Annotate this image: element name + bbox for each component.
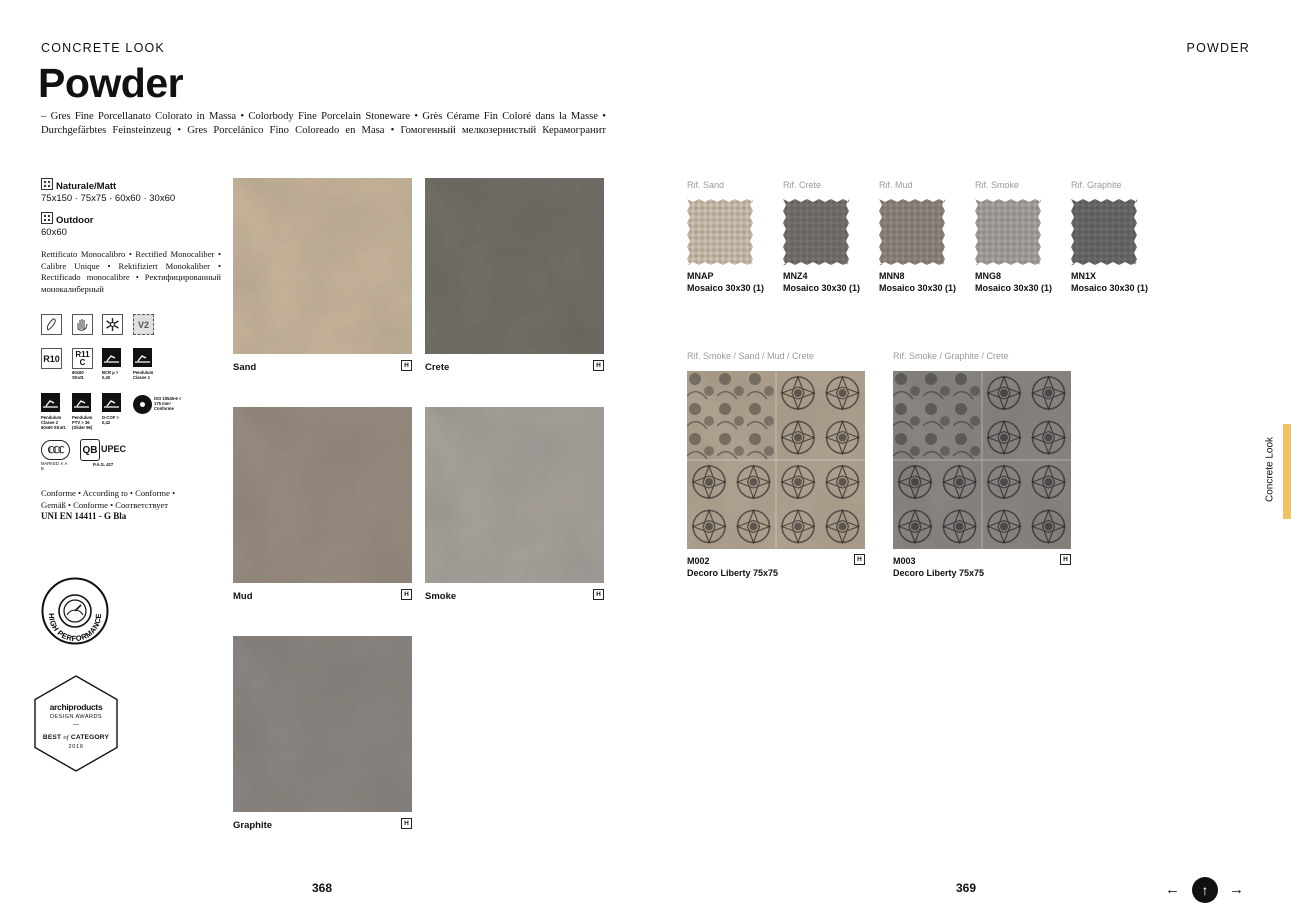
page-number-left: 368 xyxy=(312,881,333,895)
mosaic-swatch[interactable] xyxy=(879,199,945,265)
archiproducts-award-badge xyxy=(34,675,118,772)
decor-label xyxy=(893,556,984,579)
section-label-right: POWDER xyxy=(1186,41,1250,55)
dcof-caption: D-COF > 0,42 xyxy=(102,415,119,425)
decor-ref: Rif. Smoke / Graphite / Crete xyxy=(893,351,1009,361)
finish-outdoor xyxy=(41,212,93,239)
mosaic-label xyxy=(687,271,764,294)
archi-dash: — xyxy=(73,722,79,728)
upec-caption: P.A.G. 427 xyxy=(93,462,114,467)
mosaic-ref: Rif. Graphite xyxy=(1071,180,1122,190)
hand-icon xyxy=(72,314,93,335)
finish-name: Naturale/Matt xyxy=(56,181,117,192)
mosaic-ref: Rif. Sand xyxy=(687,180,725,190)
archi-brand: archiproducts xyxy=(49,702,103,712)
archi-line1: DESIGN AWARDS xyxy=(49,714,103,720)
r10-badge: R10 xyxy=(41,348,62,369)
tile-swatch[interactable] xyxy=(425,407,604,583)
archi-category: CATEGORY xyxy=(70,734,110,741)
mosaic-code: MNZ4 xyxy=(783,271,808,281)
finish-name: Outdoor xyxy=(56,215,94,226)
tile-name: Smoke xyxy=(425,591,457,602)
page-title: Powder xyxy=(38,60,184,106)
mosaic-swatch[interactable] xyxy=(783,199,849,265)
foot-icon xyxy=(41,314,62,335)
decor-code: M003 xyxy=(893,556,916,566)
qb-logo-icon: QB xyxy=(80,439,100,461)
decor-h-badge: H xyxy=(1060,554,1071,565)
archi-of: of xyxy=(63,734,69,741)
tile-name: Sand xyxy=(233,362,257,373)
tile-h-badge: H xyxy=(593,589,604,600)
finish-icon xyxy=(41,212,53,224)
marazzi-text xyxy=(41,577,56,579)
high-performance-text: HIGH PERFORMANCE xyxy=(46,612,104,644)
mosaic-ref: Rif. Smoke xyxy=(975,180,1020,190)
mosaic-swatch[interactable] xyxy=(687,199,753,265)
ce-logo-icon: ℂℂℂ xyxy=(41,440,70,460)
r11c-badge: R11 C xyxy=(72,348,93,369)
pendulum-caption: Pendulum Classe 1 xyxy=(133,370,154,380)
mosaic-code: MN1X xyxy=(1071,271,1097,281)
dcof-icon xyxy=(102,393,121,412)
v2-icon: V2 xyxy=(133,314,154,335)
decor-desc: Decoro Liberty 75x75 xyxy=(687,567,779,578)
side-tab-marker xyxy=(1283,424,1291,519)
tile-swatch[interactable] xyxy=(233,178,412,354)
decor-code: M002 xyxy=(687,556,710,566)
decor-label xyxy=(687,556,778,579)
mosaic-label xyxy=(975,271,1052,294)
rectified-text: Rettificato Monocalibro • Rectified Monocaliber • Calibre Unique • Rektifiziert Monokaliber • Rectificado monocalibre • Ректифицированный монокалиберный xyxy=(41,249,221,294)
mosaic-label xyxy=(783,271,860,294)
prev-page-arrow-icon[interactable]: ← xyxy=(1165,881,1180,898)
pendulum-icon xyxy=(41,393,60,412)
finish-icon xyxy=(41,178,53,190)
tile-h-badge: H xyxy=(401,818,412,829)
tile-name: Mud xyxy=(233,591,253,602)
ptv-icon xyxy=(72,393,91,412)
conformity-text: Conforme • According to • Conforme • Gemäß • Conforme • Соответствует xyxy=(41,488,176,510)
tile-swatch[interactable] xyxy=(233,407,412,583)
next-page-arrow-icon[interactable]: → xyxy=(1229,881,1244,898)
mosaic-code: MNG8 xyxy=(975,271,1002,281)
side-tab-label: Concrete Look xyxy=(1264,436,1276,503)
tile-h-badge: H xyxy=(593,360,604,371)
bcr-caption: BCR µ > 0,40 xyxy=(102,370,119,380)
decor-desc: Decoro Liberty 75x75 xyxy=(893,567,985,578)
mosaic-desc: Mosaico 30x30 (1) xyxy=(687,282,765,293)
mosaic-ref: Rif. Crete xyxy=(783,180,822,190)
page-number-right: 369 xyxy=(956,881,977,895)
standard-label: UNI EN 14411 - G Bla xyxy=(41,511,127,521)
upec-label: UPEC xyxy=(101,444,127,454)
pendulum-icon xyxy=(133,348,152,367)
tile-name: Crete xyxy=(425,362,450,373)
section-label: CONCRETE LOOK xyxy=(41,41,165,55)
tile-h-badge: H xyxy=(401,589,412,600)
slip-test-icon xyxy=(102,348,121,367)
iso-caption: ISO 10545-6 < 175 mm³ Conforme xyxy=(154,396,182,411)
tile-swatch[interactable] xyxy=(425,178,604,354)
scroll-top-button[interactable]: ↑ xyxy=(1192,877,1218,903)
mosaic-label xyxy=(1071,271,1148,294)
high-performance-badge xyxy=(41,577,109,645)
decor-h-badge: H xyxy=(854,554,865,565)
decor-swatch[interactable] xyxy=(893,371,1071,549)
mosaic-label xyxy=(879,271,956,294)
mosaic-ref: Rif. Mud xyxy=(879,180,913,190)
mosaic-desc: Mosaico 30x30 (1) xyxy=(975,282,1053,293)
mosaic-desc: Mosaico 30x30 (1) xyxy=(879,282,957,293)
iso-icon xyxy=(133,395,152,414)
ce-caption: MARKED ✕ A B xyxy=(41,461,68,471)
archi-best-of-category xyxy=(34,734,118,741)
material-description: – Gres Fine Porcellanato Colorato in Massa • Colorbody Fine Porcelain Stoneware • Grès Cérame Fin Coloré dans la Masse • Durchgefärbtes Feinsteinzeug • Gres Porcelánico Fino Coloreado en Masa • Гомогенный мелкозернистый Керамогранит xyxy=(41,111,606,136)
mosaic-swatch[interactable] xyxy=(1071,199,1137,265)
archi-best: BEST xyxy=(42,734,62,741)
mosaic-desc: Mosaico 30x30 (1) xyxy=(783,282,861,293)
r11c-caption: 60x60 Strutt. xyxy=(72,370,85,380)
finish-sizes: 60x60 xyxy=(41,227,67,238)
frost-icon xyxy=(102,314,123,335)
ptv-caption: Pendulum PTV > 36 (Slider 96) xyxy=(72,415,93,430)
mosaic-code: MNAP xyxy=(687,271,714,281)
tile-name: Graphite xyxy=(233,820,273,831)
pendulum2-caption: Pendulum Classe 2 60x60 Strutt. xyxy=(41,415,67,430)
section-side-tab[interactable] xyxy=(1256,424,1291,519)
tile-swatch[interactable] xyxy=(233,636,412,812)
decor-ref: Rif. Smoke / Sand / Mud / Crete xyxy=(687,351,815,361)
tile-h-badge: H xyxy=(401,360,412,371)
decor-swatch[interactable] xyxy=(687,371,865,549)
finish-naturale xyxy=(41,178,175,205)
mosaic-swatch[interactable] xyxy=(975,199,1041,265)
mosaic-code: MNN8 xyxy=(879,271,905,281)
finish-sizes: 75x150 · 75x75 · 60x60 · 30x60 xyxy=(41,193,176,204)
archi-year: 2016 xyxy=(68,744,84,750)
mosaic-desc: Mosaico 30x30 (1) xyxy=(1071,282,1149,293)
